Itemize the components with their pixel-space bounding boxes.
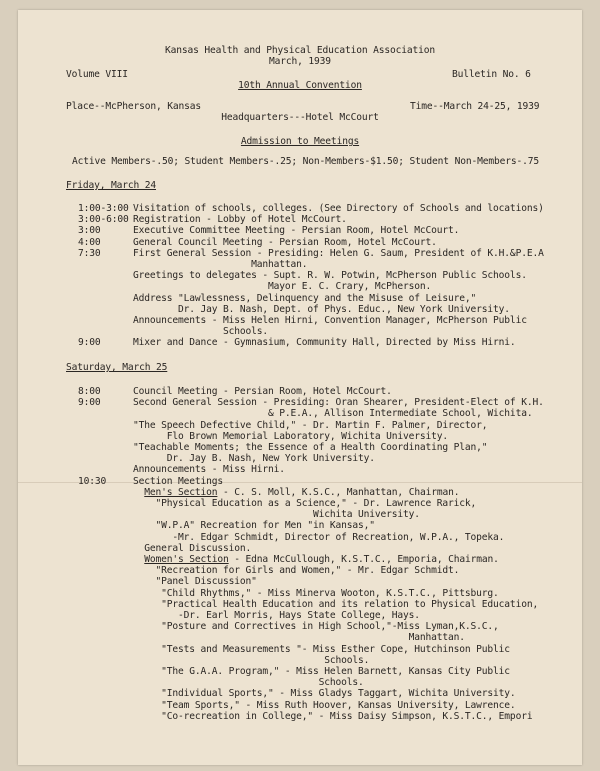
schedule-line: Flo Brown Memorial Laboratory, Wichita University. (133, 430, 449, 442)
bulletin-date: March, 1939 (269, 56, 331, 67)
admission-fees: Active Members-.50; Student Members-.25; Non-Members-$1.50; Student Non-Members-.75 (72, 156, 539, 167)
schedule-line: Executive Committee Meeting - Persian Room, Hotel McCourt. (133, 225, 460, 237)
schedule-line: "Recreation for Girls and Women," - Mr. Edgar Schmidt. (133, 565, 460, 577)
schedule-line: "Panel Discussion" (133, 576, 257, 588)
schedule-line: "The G.A.A. Program," - Miss Helen Barnett, Kansas City Public (133, 666, 510, 677)
schedule-time: 4:00 (78, 236, 101, 248)
time-label: Time--March 24-25, 1939 (410, 101, 540, 112)
schedule-line: Men's Section - C. S. Moll, K.S.C., Manhattan, Chairman. (144, 486, 460, 498)
schedule-time: 9:00 (78, 397, 101, 409)
schedule-time: 7:30 (78, 247, 101, 259)
schedule-line: General Council Meeting - Persian Room, Hotel McCourt. (133, 236, 437, 248)
saturday-heading: Saturday, March 25 (66, 362, 168, 373)
bulletin-number: Bulletin No. 6 (452, 69, 531, 80)
schedule-line: Council Meeting - Persian Room, Hotel McCourt. (133, 386, 392, 397)
org-name: Kansas Health and Physical Education Association (164, 45, 436, 56)
schedule-line: "Physical Education as a Science," - Dr. Lawrence Rarick, (133, 498, 477, 509)
schedule-time: 3:00-6:00 (78, 214, 129, 226)
headquarters-label: Headquarters---Hotel McCourt (221, 112, 379, 123)
schedule-line: "Practical Health Education and its relation to Physical Education, (133, 598, 539, 610)
schedule-line: Address "Lawlessness, Delinquency and the Misuse of Leisure," (133, 292, 477, 304)
schedule-time: 10:30 (78, 475, 107, 487)
schedule-time: 3:00 (78, 225, 101, 237)
schedule-line: Manhattan. (133, 259, 308, 270)
schedule-line: "The Speech Defective Child," - Dr. Martin F. Palmer, Director, (133, 419, 488, 431)
schedule-line: -Mr. Edgar Schmidt, Director of Recreation, W.P.A., Topeka. (133, 531, 505, 543)
schedule-line: Greetings to delegates - Supt. R. W. Potwin, McPherson Public Schools. (133, 270, 527, 282)
schedule-line: "Team Sports," - Miss Ruth Hoover, Kansas University, Lawrence. (133, 699, 516, 711)
schedule-line: Wichita University. (133, 509, 420, 521)
volume-label: Volume VIII (66, 69, 128, 80)
bulletin-page (18, 10, 582, 765)
schedule-line: Announcements - Miss Hirni. (133, 464, 285, 476)
schedule-line: Announcements - Miss Helen Hirni, Convention Manager, McPherson Public (133, 315, 527, 326)
section-title: Women's Section (144, 554, 229, 565)
schedule-line: Registration - Lobby of Hotel McCourt. (133, 214, 347, 226)
schedule-line: First General Session - Presiding: Helen G. Saum, President of K.H.&P.E.A (133, 247, 544, 259)
schedule-line: & P.E.A., Allison Intermediate School, Wichita. (133, 408, 533, 420)
schedule-line: Section Meetings (133, 475, 224, 487)
schedule-line: Women's Section - Edna McCullough, K.S.T.C., Emporia, Chairman. (144, 554, 499, 565)
friday-heading: Friday, March 24 (66, 180, 157, 191)
schedule-line: Dr. Jay B. Nash, New York University. (133, 453, 375, 465)
schedule-line: General Discussion. (133, 542, 252, 554)
schedule-line: "W.P.A" Recreation for Men "in Kansas," (133, 520, 375, 532)
schedule-line: Visitation of schools, colleges. (See Directory of Schools and locations) (133, 203, 544, 214)
schedule-line: Schools. (133, 677, 364, 689)
schedule-line: -Dr. Earl Morris, Hays State College, Hays. (133, 610, 420, 621)
schedule-line: "Co-recreation in College," - Miss Daisy Simpson, K.S.T.C., Empori (133, 710, 533, 722)
schedule-line: Schools. (133, 654, 370, 666)
schedule-line: Dr. Jay B. Nash, Dept. of Phys. Educ., New York University. (133, 303, 510, 315)
schedule-line: Mayor E. C. Crary, McPherson. (133, 281, 432, 293)
schedule-line: Second General Session - Presiding: Oran Shearer, President-Elect of K.H. (133, 397, 544, 409)
schedule-line: Mixer and Dance - Gymnasium, Community Hall, Directed by Miss Hirni. (133, 337, 516, 349)
section-title: Men's Section (144, 486, 218, 498)
convention-title: 10th Annual Convention (238, 80, 362, 91)
schedule-line: "Teachable Moments; the Essence of a Health Coordinating Plan," (133, 442, 488, 453)
place-label: Place--McPherson, Kansas (66, 101, 202, 112)
schedule-time: 8:00 (78, 386, 101, 397)
schedule-time: 9:00 (78, 337, 101, 349)
schedule-line: "Posture and Correctives in High School,"-Miss Lyman,K.S.C., (133, 621, 499, 633)
schedule-time: 1:00-3:00 (78, 203, 129, 214)
schedule-line: "Individual Sports," - Miss Gladys Taggart, Wichita University. (133, 688, 516, 700)
schedule-line: Manhattan. (133, 632, 465, 644)
schedule-line: "Tests and Measurements "- Miss Esther Cope, Hutchinson Public (133, 643, 510, 655)
schedule-line: "Child Rhythms," - Miss Minerva Wooton, K.S.T.C., Pittsburg. (133, 587, 499, 599)
admission-title: Admission to Meetings (240, 136, 360, 147)
schedule-line: Schools. (133, 326, 269, 338)
